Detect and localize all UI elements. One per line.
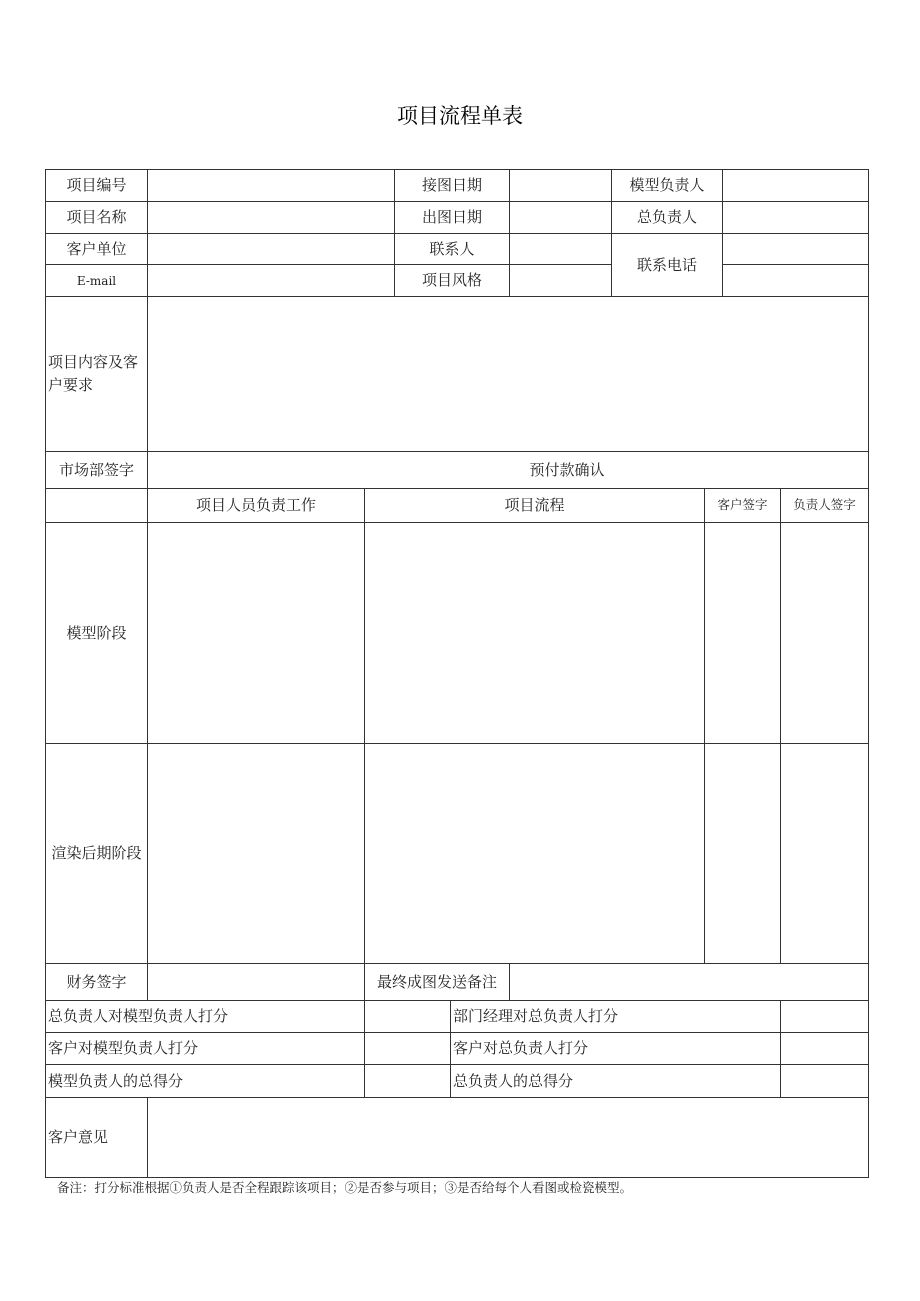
field-output-date[interactable] [509, 201, 612, 234]
label-finance-sign: 财务签字 [45, 963, 148, 1001]
label-model-total: 模型负责人的总得分 [45, 1064, 365, 1098]
page-title: 项目流程单表 [397, 104, 523, 128]
label-content-requirements: 项目内容及客户要求 [45, 296, 148, 452]
label-client-rate-chief: 客户对总负责人打分 [450, 1032, 781, 1065]
label-output-date: 出图日期 [394, 201, 510, 234]
field-project-no[interactable] [147, 169, 395, 202]
header-client-sign: 客户签字 [704, 488, 781, 523]
field-finance-sign[interactable] [147, 963, 365, 1001]
field-model-flow[interactable] [364, 522, 705, 744]
label-contact-phone: 联系电话 [611, 233, 723, 297]
field-client-rate-chief[interactable] [780, 1032, 869, 1065]
field-chief-total[interactable] [780, 1064, 869, 1098]
field-render-flow[interactable] [364, 743, 705, 964]
field-render-client-sign[interactable] [704, 743, 781, 964]
field-client-opinion[interactable] [147, 1097, 869, 1178]
label-final-remark: 最终成图发送备注 [364, 963, 510, 1001]
label-chief-lead: 总负责人 [611, 201, 723, 234]
field-model-staff-work[interactable] [147, 522, 365, 744]
field-render-lead-sign[interactable] [780, 743, 869, 964]
field-model-lead[interactable] [722, 169, 869, 202]
field-contact-phone-2[interactable] [722, 264, 869, 297]
label-chief-total: 总负责人的总得分 [450, 1064, 781, 1098]
header-staff-work: 项目人员负责工作 [147, 488, 365, 523]
field-contact-phone-1[interactable] [722, 233, 869, 265]
field-contact[interactable] [509, 233, 612, 265]
field-project-name[interactable] [147, 201, 395, 234]
header-lead-sign: 负责人签字 [780, 488, 869, 523]
label-render-stage: 渲染后期阶段 [45, 743, 148, 964]
label-model-lead: 模型负责人 [611, 169, 723, 202]
header-project-flow: 项目流程 [364, 488, 705, 523]
field-project-style[interactable] [509, 264, 612, 297]
label-project-no: 项目编号 [45, 169, 148, 202]
label-prepay-confirm: 预付款确认 [147, 451, 869, 489]
label-client-unit: 客户单位 [45, 233, 148, 265]
field-manager-rate-chief[interactable] [780, 1000, 869, 1033]
field-client-rate-model[interactable] [364, 1032, 451, 1065]
footnote: 备注：打分标准根据①负责人是否全程跟踪该项目；②是否参与项目；③是否给每个人看图或检瓷模型。 [57, 1180, 633, 1195]
label-model-stage: 模型阶段 [45, 522, 148, 744]
field-final-remark[interactable] [509, 963, 869, 1001]
label-market-sign: 市场部签字 [45, 451, 148, 489]
label-manager-rate-chief: 部门经理对总负责人打分 [450, 1000, 781, 1033]
label-chief-rate-model: 总负责人对模型负责人打分 [45, 1000, 365, 1033]
label-email: E-mail [45, 264, 148, 297]
label-project-style: 项目风格 [394, 264, 510, 297]
header-blank [45, 488, 148, 523]
field-model-total[interactable] [364, 1064, 451, 1098]
field-model-lead-sign[interactable] [780, 522, 869, 744]
label-client-rate-model: 客户对模型负责人打分 [45, 1032, 365, 1065]
label-contact: 联系人 [394, 233, 510, 265]
field-content-requirements[interactable] [147, 296, 869, 452]
field-email[interactable] [147, 264, 395, 297]
label-receive-date: 接图日期 [394, 169, 510, 202]
label-client-opinion: 客户意见 [45, 1097, 148, 1178]
field-chief-lead[interactable] [722, 201, 869, 234]
field-model-client-sign[interactable] [704, 522, 781, 744]
field-chief-rate-model[interactable] [364, 1000, 451, 1033]
field-client-unit[interactable] [147, 233, 395, 265]
field-render-staff-work[interactable] [147, 743, 365, 964]
label-project-name: 项目名称 [45, 201, 148, 234]
field-receive-date[interactable] [509, 169, 612, 202]
